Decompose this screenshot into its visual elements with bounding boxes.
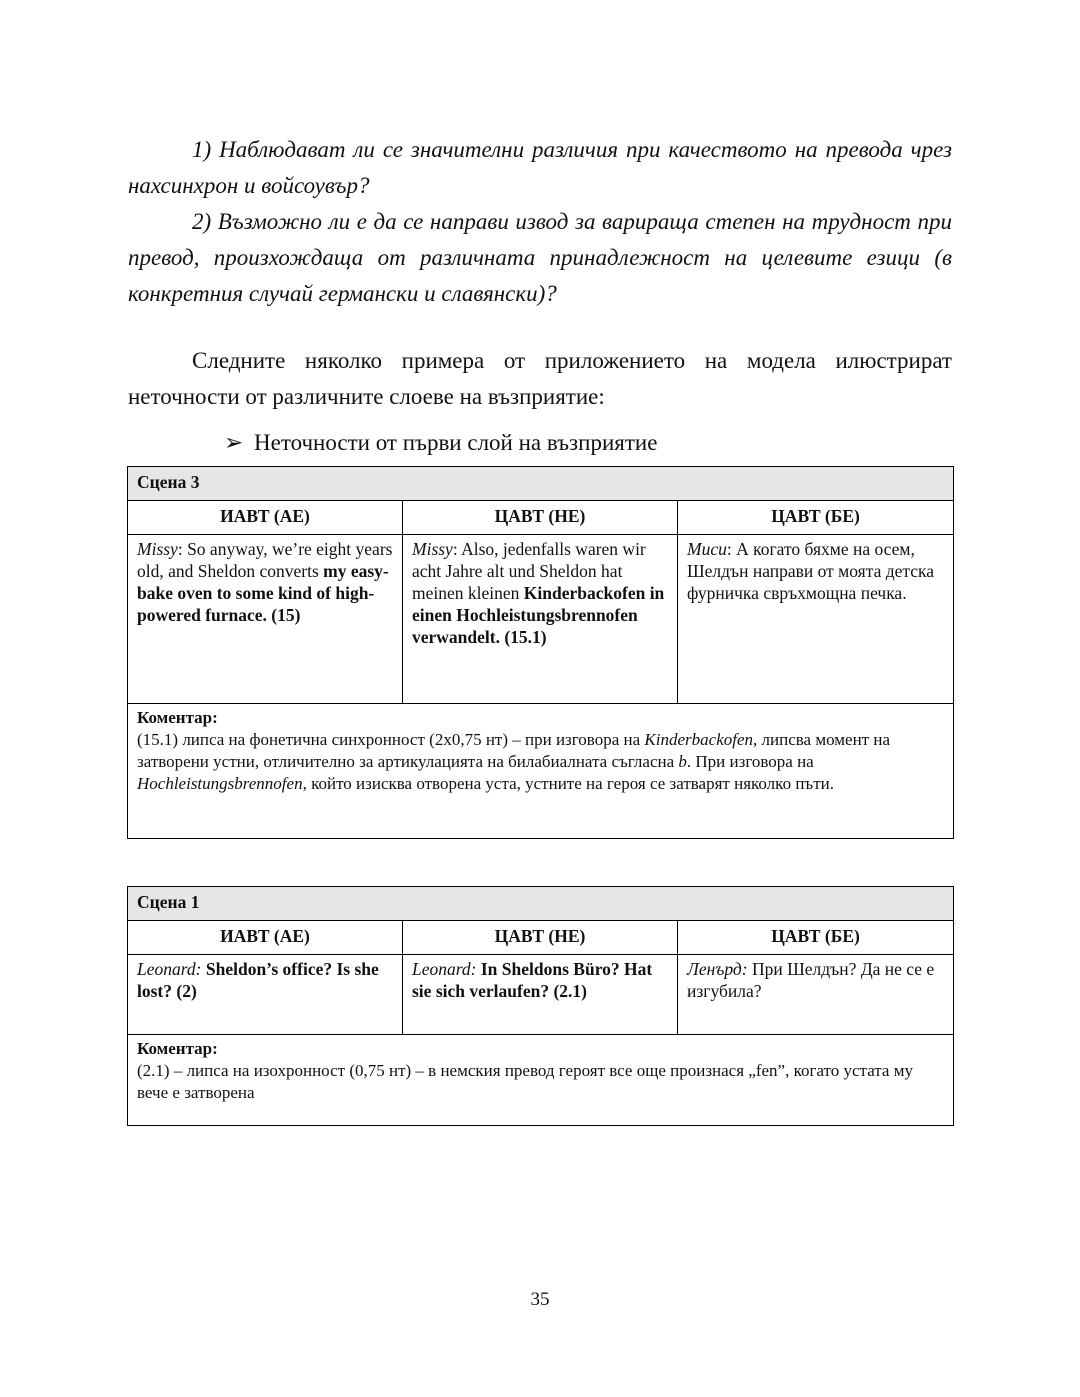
- highlighted-text: Sheldon’s office? Is she lost? (2): [137, 959, 379, 1001]
- bullet-item: [224, 425, 657, 461]
- speaker-name: Missy: [412, 539, 453, 559]
- speaker-name: Missy: [137, 539, 178, 559]
- comment-label: Коментар:: [137, 708, 218, 727]
- highlighted-text: In Sheldons Büro? Hat sie sich verlaufen? (2.1): [412, 959, 653, 1001]
- column-header-german: ЦАВТ (НЕ): [403, 501, 678, 535]
- highlighted-text: Kinderbackofen in einen Hochleistungsbrennofen verwandelt. (15.1): [412, 583, 665, 647]
- speaker-name: Ленърд:: [687, 959, 748, 979]
- source-text-cell: [128, 955, 403, 1035]
- scene-1-table: [127, 886, 954, 1126]
- page-number: 35: [530, 1289, 550, 1310]
- column-header-german: ЦАВТ (НЕ): [403, 921, 678, 955]
- speaker-name: Миси: [687, 539, 727, 559]
- german-text-cell: [403, 535, 678, 704]
- comment-cell: [128, 1035, 954, 1126]
- speaker-name: Leonard:: [137, 959, 202, 979]
- bulgarian-text-cell: [678, 535, 954, 704]
- research-question-2: 2) Възможно ли е да се направи извод за варираща степен на трудност при превод, произхождаща от различната принадлежност на целевите езици (в конкретния случай германски и славянски)?: [128, 209, 952, 306]
- scene-title: Сцена 1: [128, 887, 954, 921]
- comment-text: (15.1) липса на фонетична синхронност (2х0,75 нт) – при изговора на Kinderbackofen, липсва момент на затворени устни, отличително за артикулацията на билабиалната съгласна b. При изговора на Hochleistungsbrennofen, който изисква отворена уста, устните на героя се затварят няколко пъти.: [137, 730, 890, 793]
- bulgarian-text-cell: [678, 955, 954, 1035]
- dialogue-text: При Шелдън? Да не се е изгубила?: [687, 959, 935, 1001]
- dialogue-text: : А когато бяхме на осем, Шелдън направи от моята детска фурничка свръхмощна печка.: [687, 539, 935, 603]
- dialogue-text: : Also, jedenfalls waren wir acht Jahre alt und Sheldon hat meinen kleinen: [412, 539, 646, 603]
- research-question-1: 1) Наблюдават ли се значителни различия при качеството на превода чрез нахсинхрон и войсоувър?: [128, 137, 952, 198]
- dialogue-text: : So anyway, we’re eight years old, and Sheldon converts: [137, 539, 393, 581]
- column-header-bulgarian: ЦАВТ (БЕ): [678, 921, 954, 955]
- comment-label: Коментар:: [137, 1039, 218, 1058]
- column-header-source: ИАВТ (АЕ): [128, 921, 403, 955]
- scene-title: Сцена 3: [128, 467, 954, 501]
- comment-text: (2.1) – липса на изохронност (0,75 нт) – в немския превод героят все още произнася „fen”, когато устата му вече е затворена: [137, 1061, 913, 1102]
- speaker-name: Leonard:: [412, 959, 477, 979]
- highlighted-text: my easy-bake oven to some kind of high-powered furnace. (15): [137, 561, 389, 625]
- german-text-cell: [403, 955, 678, 1035]
- scene-3-table: [127, 466, 954, 839]
- source-text-cell: [128, 535, 403, 704]
- column-header-bulgarian: ЦАВТ (БЕ): [678, 501, 954, 535]
- column-header-source: ИАВТ (АЕ): [128, 501, 403, 535]
- arrow-bullet-icon: ➢: [224, 430, 244, 455]
- comment-cell: [128, 704, 954, 839]
- bullet-text: Неточности от първи слой на възприятие: [254, 430, 658, 455]
- intro-paragraph: Следните няколко примера от приложението на модела илюстрират неточности от различните слоеве на възприятие:: [128, 348, 952, 409]
